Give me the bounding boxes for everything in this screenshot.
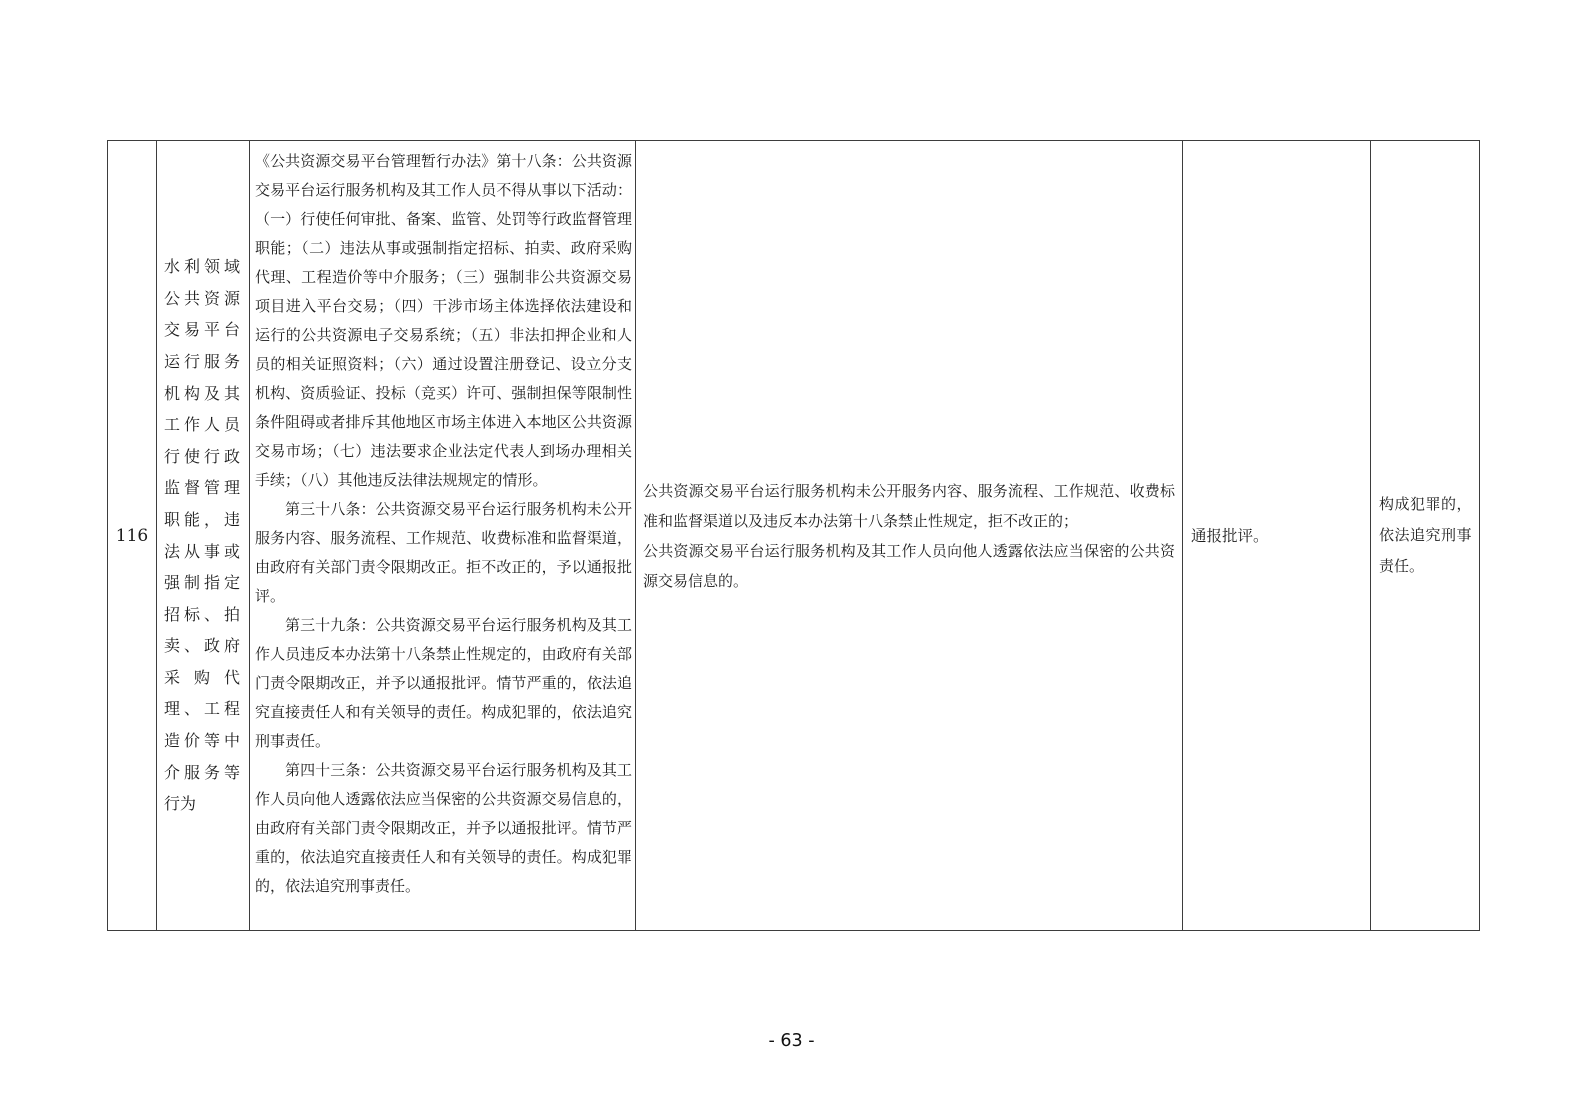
violation-paragraph: 公共资源交易平台运行服务机构及其工作人员向他人透露依法应当保密的公共资源交易信息的。 xyxy=(643,541,1175,590)
legal-basis-paragraph: 《公共资源交易平台管理暂行办法》第十八条：公共资源交易平台运行服务机构及其工作人员不得从事以下活动：（一）行使任何审批、备案、监管、处罚等行政监督管理职能；（二）违法从事或强制指定招标、拍卖、政府采购代理、工程造价等中介服务；（三）强制非公共资源交易项目进入平台交易；（四）干涉市场主体选择依法建设和运行的公共资源电子交易系统；（五）非法扣押企业和人员的相关证照资料；（六）通过设置注册登记、设立分支机构、资质验证、投标（竞买）许可、强制担保等限制性条件阻碍或者排斥其他地区市场主体进入本地区公共资源交易市场；（七）违法要求企业法定代表人到场办理相关手续；（八）其他违反法律法规规定的情形。 xyxy=(255,152,632,489)
criminal-liability-text: 构成犯罪的，依法追究刑事责任。 xyxy=(1379,495,1472,575)
table-cell-criminal-liability xyxy=(1370,141,1480,930)
penalty-text: 通报批评。 xyxy=(1191,526,1269,545)
serial-number-value: 116 xyxy=(115,525,149,546)
behavior-text: 水利领域公共资源交易平台运行服务机构及其工作人员行使行政监督管理职能，违法从事或强制指定招标、拍卖、政府采购代理、工程造价等中介服务等行为 xyxy=(164,257,240,814)
table-cell-violation xyxy=(635,141,1182,930)
table-cell-behavior xyxy=(156,141,249,930)
table-cell-serial-number xyxy=(108,141,156,930)
violation-paragraph: 公共资源交易平台运行服务机构未公开服务内容、服务流程、工作规范、收费标准和监督渠道以及违反本办法第十八条禁止性规定，拒不改正的； xyxy=(643,481,1175,530)
table-cell-penalty xyxy=(1182,141,1370,930)
legal-basis-paragraph: 第四十三条：公共资源交易平台运行服务机构及其工作人员向他人透露依法应当保密的公共资源交易信息的，由政府有关部门责令限期改正，并予以通报批评。情节严重的，依法追究直接责任人和有关领导的责任。构成犯罪的，依法追究刑事责任。 xyxy=(255,761,632,895)
regulation-table xyxy=(107,140,1480,931)
table-cell-legal-basis xyxy=(249,141,635,930)
legal-basis-paragraph: 第三十八条：公共资源交易平台运行服务机构未公开服务内容、服务流程、工作规范、收费标准和监督渠道，由政府有关部门责令限期改正。拒不改正的，予以通报批评。 xyxy=(255,500,632,605)
legal-basis-paragraph: 第三十九条：公共资源交易平台运行服务机构及其工作人员违反本办法第十八条禁止性规定的，由政府有关部门责令限期改正，并予以通报批评。情节严重的，依法追究直接责任人和有关领导的责任。构成犯罪的，依法追究刑事责任。 xyxy=(255,616,632,750)
page-number: - 63 - xyxy=(768,1031,815,1051)
